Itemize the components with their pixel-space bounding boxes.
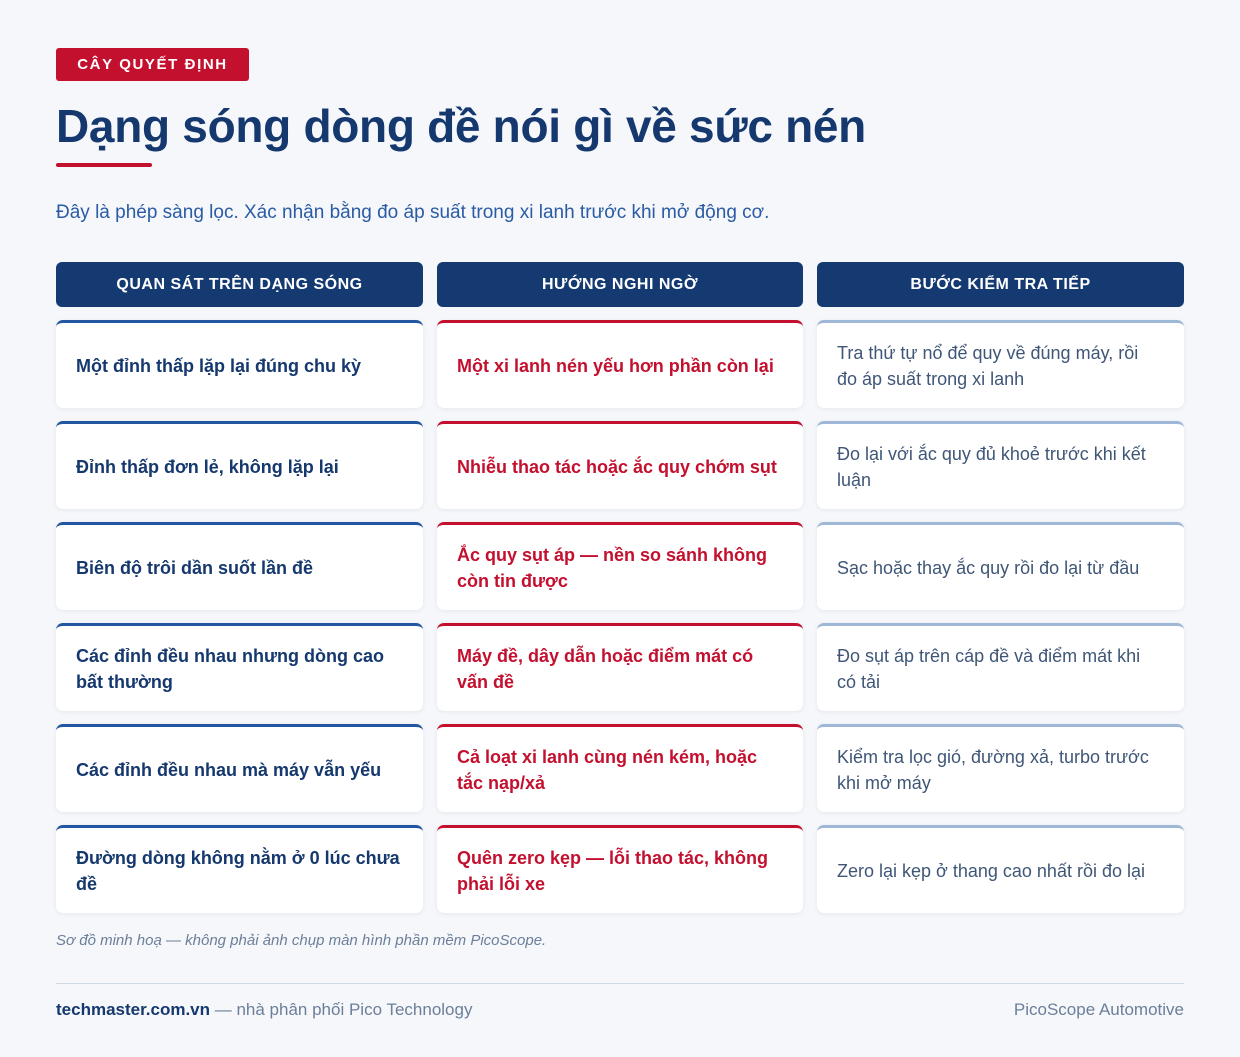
category-badge: CÂY QUYẾT ĐỊNH (56, 48, 249, 81)
observation-cell (56, 320, 423, 408)
illustration-note: Sơ đồ minh hoạ — không phải ảnh chụp màn hình phần mềm PicoScope. (56, 932, 547, 949)
suspicion-text: Máy đề, dây dẫn hoặc điểm mát có vấn đề (457, 645, 754, 692)
suspicion-text: Ắc quy sụt áp — nền so sánh không còn tin được (457, 544, 768, 591)
next-step-text: Sạc hoặc thay ắc quy rồi đo lại từ đầu (837, 557, 1140, 578)
next-step-text: Kiểm tra lọc gió, đường xả, turbo trước khi mở máy (837, 746, 1149, 793)
next-step-cell (817, 320, 1184, 408)
suspicion-cell (437, 623, 803, 711)
observation-text: Một đỉnh thấp lặp lại đúng chu kỳ (76, 355, 361, 376)
column-header-suspicion: HƯỚNG NGHI NGỜ (437, 262, 803, 307)
observation-cell (56, 623, 423, 711)
observation-text: Các đỉnh đều nhau nhưng dòng cao bất thường (76, 645, 385, 692)
observation-cell (56, 825, 423, 913)
next-step-cell (817, 522, 1184, 610)
suspicion-cell (437, 421, 803, 509)
suspicion-text: Quên zero kẹp — lỗi thao tác, không phải lỗi xe (457, 847, 769, 894)
observation-cell (56, 421, 423, 509)
column-header-observation: QUAN SÁT TRÊN DẠNG SÓNG (56, 262, 423, 307)
footer-product: PicoScope Automotive (1013, 1000, 1184, 1019)
next-step-cell (817, 623, 1184, 711)
footer-site-link[interactable]: techmaster.com.vn (56, 1000, 211, 1019)
next-step-text: Zero lại kẹp ở thang cao nhất rồi đo lại (837, 860, 1145, 881)
observation-text: Đỉnh thấp đơn lẻ, không lặp lại (76, 456, 339, 477)
next-step-cell (817, 421, 1184, 509)
suspicion-text: Nhiễu thao tác hoặc ắc quy chớm sụt (457, 456, 777, 477)
next-step-text: Đo sụt áp trên cáp đề và điểm mát khi có tải (837, 645, 1141, 692)
observation-text: Các đỉnh đều nhau mà máy vẫn yếu (76, 759, 382, 780)
next-step-text: Đo lại với ắc quy đủ khoẻ trước khi kết luận (837, 443, 1146, 490)
footer-divider (56, 983, 1184, 984)
suspicion-cell (437, 724, 803, 812)
observation-cell (56, 522, 423, 610)
next-step-cell (817, 825, 1184, 913)
column-header-next-step: BƯỚC KIỂM TRA TIẾP (817, 262, 1184, 307)
footer-credit (56, 1000, 472, 1020)
suspicion-cell (437, 320, 803, 408)
next-step-text: Tra thứ tự nổ để quy về đúng máy, rồi đo áp suất trong xi lanh (837, 342, 1139, 389)
suspicion-text: Một xi lanh nén yếu hơn phần còn lại (457, 355, 774, 376)
title-underline (56, 163, 152, 167)
observation-text: Biên độ trôi dần suốt lần đề (76, 557, 314, 578)
observation-cell (56, 724, 423, 812)
page-subtitle: Đây là phép sàng lọc. Xác nhận bằng đo áp suất trong xi lanh trước khi mở động cơ. (56, 202, 770, 223)
observation-text: Đường dòng không nằm ở 0 lúc chưa đề (76, 847, 400, 894)
suspicion-text: Cả loạt xi lanh cùng nén kém, hoặc tắc nạp/xả (457, 746, 758, 793)
suspicion-cell (437, 825, 803, 913)
suspicion-cell (437, 522, 803, 610)
footer-tagline: — nhà phân phối Pico Technology (214, 1000, 473, 1019)
next-step-cell (817, 724, 1184, 812)
page-title: Dạng sóng dòng đề nói gì về sức nén (56, 100, 866, 152)
